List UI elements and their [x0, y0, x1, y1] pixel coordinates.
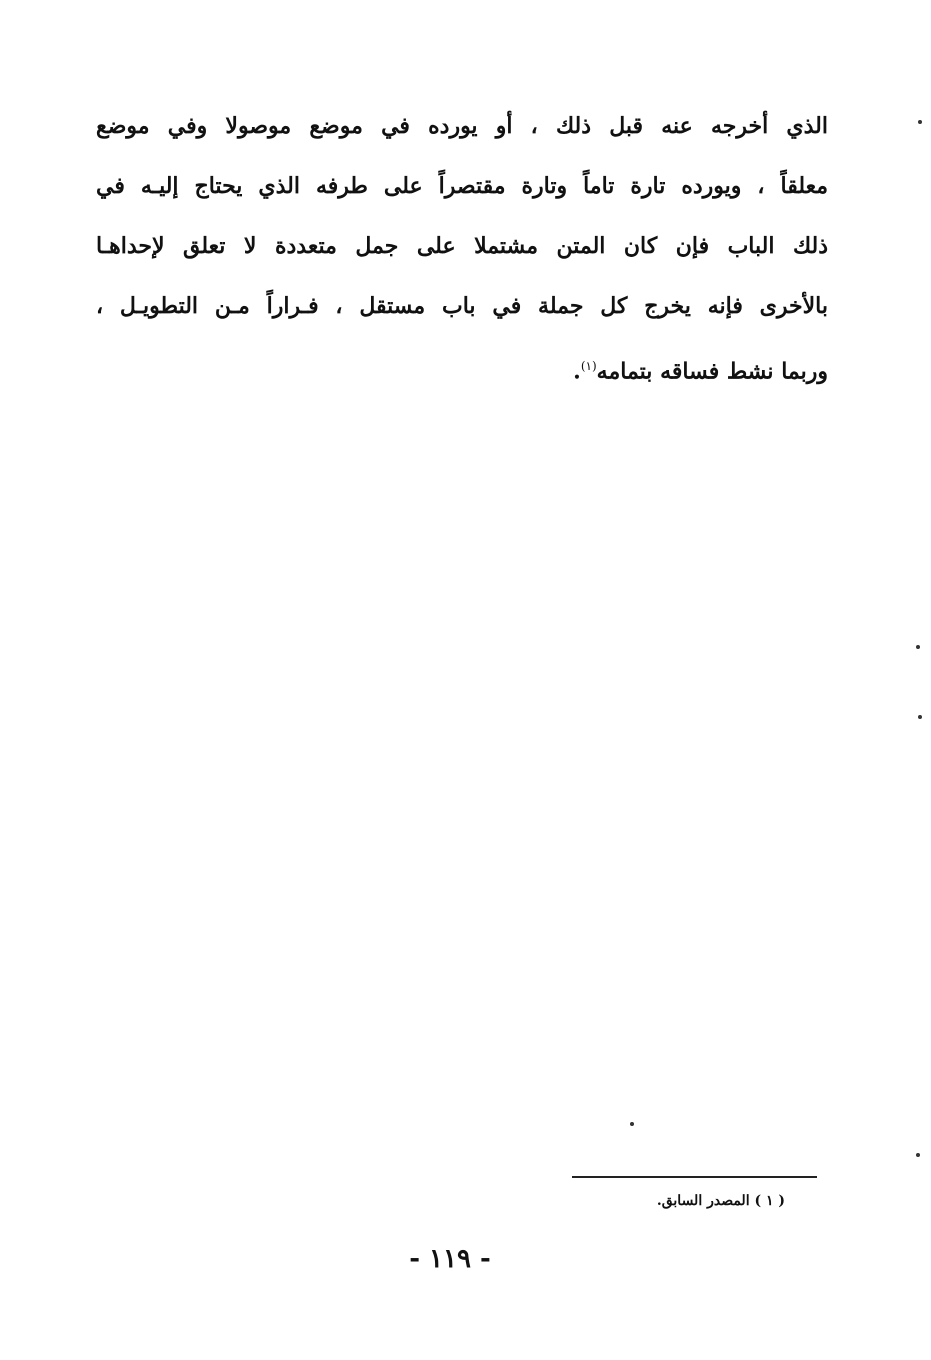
- scan-speck: [918, 120, 922, 124]
- page-number: - ١١٩ -: [409, 1244, 491, 1274]
- footnote-reference: (١): [580, 359, 597, 373]
- scan-speck: [916, 645, 920, 649]
- text-line-5: [96, 336, 828, 396]
- scan-speck: [630, 1122, 634, 1126]
- scan-speck: [918, 715, 922, 719]
- text-line-4: بالأخرى فإنه يخرج كل جملة في باب مستقل ، فـراراً مـن التطويـل ،: [96, 293, 828, 319]
- scan-speck: [916, 1153, 920, 1157]
- text-line-2: معلقاً ، ويورده تارة تاماً وتارة مقتصراً على طرفه الذي يحتاج إليـه في: [96, 173, 828, 199]
- footnote-separator: [572, 1176, 817, 1178]
- footnote: ( ١ ) المصدر السابق.: [656, 1193, 785, 1209]
- text-line-5-content: وربما نشط فساقه بتمامه: [596, 358, 828, 385]
- final-period: .: [573, 358, 581, 385]
- text-line-3: ذلك الباب فإن كان المتن مشتملا على جمل متعددة لا تعلق لإحداهـا: [96, 233, 828, 259]
- body-text: [96, 96, 828, 396]
- text-line-1: الذي أخرجه عنه قبل ذلك ، أو يورده في موضع موصولا وفي موضع: [96, 113, 828, 139]
